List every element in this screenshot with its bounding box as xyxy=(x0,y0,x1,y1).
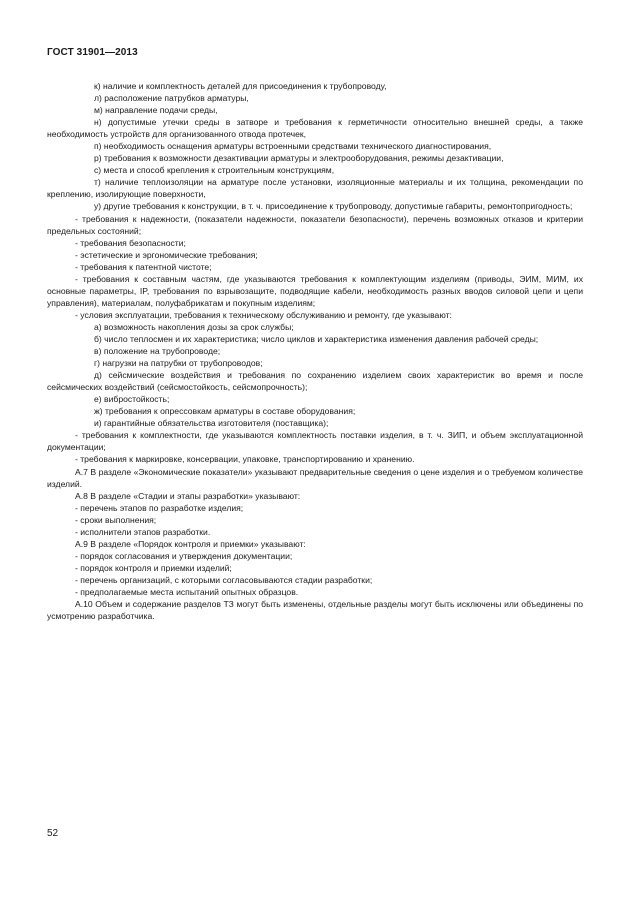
paragraph: - перечень организаций, с которыми согласовываются стадии разработки; xyxy=(75,574,373,585)
paragraph: т) наличие теплоизоляции на арматуре после установки, изоляционные материалы и их толщина, рекомендации по креплению, изолирующие поверхности, xyxy=(47,177,583,200)
paragraph: у) другие требования к конструкции, в т. ч. присоединение к трубопроводу, допустимые габариты, ремонтопригодность; xyxy=(94,201,573,212)
paragraph: г) нагрузки на патрубки от трубопроводов; xyxy=(94,358,263,369)
paragraph: - порядок согласования и утверждения документации; xyxy=(75,550,293,561)
paragraph: - требования к комплектности, где указываются комплектность поставки изделия, в т. ч. ЗИП, и объем эксплуатационной документации; xyxy=(47,430,583,453)
paragraph: - эстетические и эргономические требования; xyxy=(75,249,258,260)
paragraph: а) возможность накопления дозы за срок службы; xyxy=(94,321,294,332)
paragraph: - требования безопасности; xyxy=(75,237,186,248)
paragraph: А.10 Объем и содержание разделов ТЗ могут быть изменены, отдельные разделы могут быть исключены или объединены по усмотрению разработчика. xyxy=(47,599,583,622)
paragraph: л) расположение патрубков арматуры, xyxy=(94,93,249,104)
paragraph: - предполагаемые места испытаний опытных образцов. xyxy=(75,586,299,597)
paragraph: в) положение на трубопроводе; xyxy=(94,346,221,357)
paragraph: - исполнители этапов разработки. xyxy=(75,526,211,537)
paragraph: А.7 В разделе «Экономические показатели» указывают предварительные сведения о цене изделия и о требуемом количестве изделий. xyxy=(47,466,583,489)
paragraph: б) число теплосмен и их характеристика; число циклов и характеристика изменения давления рабочей среды; xyxy=(94,333,539,344)
paragraph: н) допустимые утечки среды в затворе и требования к герметичности относительно внешней среды, а также необходимость устройств для организованного отвода протечек, xyxy=(47,117,583,140)
paragraph: - требования к патентной чистоте; xyxy=(75,261,212,272)
paragraph: к) наличие и комплектность деталей для присоединения к трубопроводу, xyxy=(94,81,387,91)
paragraph: - сроки выполнения; xyxy=(75,514,157,525)
paragraph: - требования к надежности, (показатели надежности, показатели безопасности), перечень возможных отказов и критерии предельных состояний; xyxy=(47,213,583,236)
page-number: 52 xyxy=(47,828,59,839)
paragraph: и) гарантийные обязательства изготовителя (поставщика); xyxy=(94,418,329,429)
paragraph: е) вибростойкость; xyxy=(94,394,170,405)
document-code-header: ГОСТ 31901—2013 xyxy=(47,47,138,58)
paragraph: А.8 В разделе «Стадии и этапы разработки» указывают: xyxy=(75,490,301,501)
paragraph: с) места и способ крепления к строительным конструкциям, xyxy=(94,165,335,176)
paragraph: м) направление подачи среды, xyxy=(94,105,218,116)
paragraph: п) необходимость оснащения арматуры встроенными средствами технического диагностирования, xyxy=(94,141,492,152)
paragraph: - требования к составным частям, где указываются требования к комплектующим изделиям (приводы, ЭИМ, МИМ, их основные параметры, IP, требования по взрывозащите, подводящие кабели, необходимость разных вводов силовой цепи и цепи управления), материалам, полуфабрикатам и покупным изделиям; xyxy=(47,273,583,308)
document-body xyxy=(47,80,583,622)
paragraph: - условия эксплуатации, требования к техническому обслуживанию и ремонту, где указывают: xyxy=(75,309,452,320)
paragraph: - перечень этапов по разработке изделия; xyxy=(75,502,244,513)
paragraph: А.9 В разделе «Порядок контроля и приемки» указывают: xyxy=(75,538,306,549)
paragraph: ж) требования к опрессовкам арматуры в составе оборудования; xyxy=(94,406,356,417)
paragraph: д) сейсмические воздействия и требования по сохранению изделием своих характеристик во время и после сейсмических воздействий (сейсмостойкость, сейсмопрочность); xyxy=(47,370,583,393)
paragraph: р) требования к возможности дезактивации арматуры и электрооборудования, режимы дезактивации, xyxy=(94,153,504,164)
paragraph: - порядок контроля и приемки изделий; xyxy=(75,562,232,573)
paragraph: - требования к маркировке, консервации, упаковке, транспортированию и хранению. xyxy=(75,454,415,465)
